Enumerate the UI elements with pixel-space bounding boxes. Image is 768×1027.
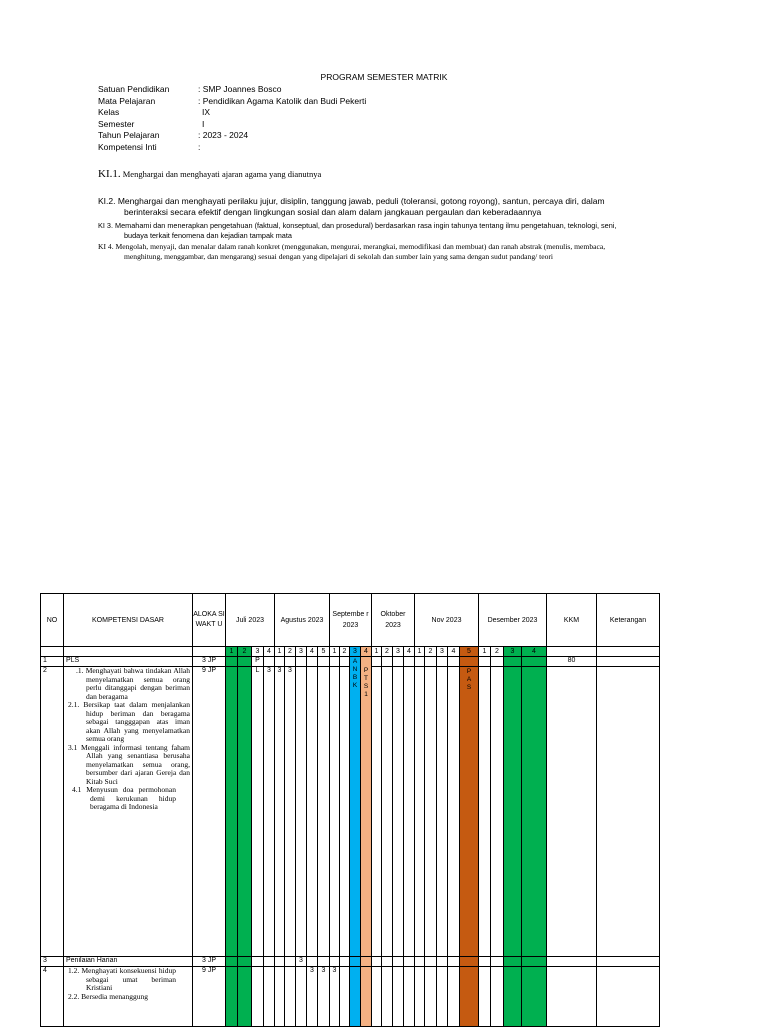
- week-cell: [415, 957, 425, 967]
- info-value: I: [202, 118, 205, 129]
- kkm-value: [547, 667, 597, 957]
- ki-4: [98, 242, 718, 262]
- week-mark: L: [252, 667, 264, 957]
- week-number: 3: [393, 647, 404, 657]
- week-cell: [460, 967, 479, 1027]
- week-cell: [425, 967, 437, 1027]
- week-cell: [393, 957, 404, 967]
- week-cell: [330, 957, 340, 967]
- alokasi-value: 3 JP: [193, 657, 226, 667]
- week-cell: [307, 957, 318, 967]
- week-cell: [340, 957, 350, 967]
- week-cell: [382, 667, 393, 957]
- week-number: 1: [275, 647, 285, 657]
- pas-mark: P A S: [460, 667, 479, 957]
- week-cell: [318, 657, 330, 667]
- kd-item: 2.1. Bersikap taat dalam menjalankan hidup beriman dan beragama sebagai tangggapan atas iman akan Allah yang menyelamatkan semua orang: [68, 700, 190, 743]
- kd-list: [64, 967, 193, 1027]
- week-number: 3: [504, 647, 522, 657]
- header-kkm: KKM: [547, 594, 597, 647]
- header-november: Nov 2023: [415, 594, 479, 647]
- week-number: 1: [330, 647, 340, 657]
- row-number: 4: [41, 967, 64, 1027]
- ki-2-continuation: berinteraksi secara efektif dengan lingkungan sosial dan alam dalam jangkauan pergaulan dan keberadaannya: [124, 207, 542, 217]
- week-cell: [285, 967, 296, 1027]
- header-no: NO: [41, 594, 64, 647]
- week-cell: [350, 957, 361, 967]
- week-number: 2: [425, 647, 437, 657]
- week-cell: [479, 967, 491, 1027]
- week-cell: [448, 967, 460, 1027]
- week-number: 3: [296, 647, 307, 657]
- week-cell: [361, 957, 372, 967]
- week-number: 2: [491, 647, 504, 657]
- kd-item: 2.2. Bersedia menanggung: [68, 991, 148, 1001]
- header-juli: Juli 2023: [226, 594, 275, 647]
- info-value: : 2023 - 2024: [198, 130, 249, 140]
- info-label: Kompetensi Inti: [98, 141, 157, 152]
- week-cell: [448, 657, 460, 667]
- header-desember: Desember 2023: [479, 594, 547, 647]
- week-cell: [264, 657, 275, 667]
- info-value: :: [198, 141, 201, 152]
- week-mark: 3: [264, 667, 275, 957]
- week-mark: 3: [330, 967, 340, 1027]
- info-label: Satuan Pendidikan: [98, 84, 170, 94]
- week-number: 4: [264, 647, 275, 657]
- row-number: 2: [41, 667, 64, 957]
- ki-3-line: KI 3. Memahami dan menerapkan pengetahuan (faktual, konseptual, dan prosedural) berdasarkan rasa ingin tahunya tentang ilmu pengetahuan, teknologi, seni,: [98, 221, 617, 230]
- week-cell: [350, 967, 361, 1027]
- kd-item: 4.1 Menyusun doa permohonan demi kerukunan hidup beragama di Indonesia: [72, 785, 176, 811]
- anbk-mark: A N B K: [350, 657, 361, 957]
- week-cell: [479, 667, 491, 957]
- week-mark: P: [252, 657, 264, 667]
- week-cell: [522, 957, 547, 967]
- keterangan-cell: [597, 657, 660, 667]
- week-cell: [264, 957, 275, 967]
- week-cell: [382, 957, 393, 967]
- week-number: 4: [448, 647, 460, 657]
- week-cell: [425, 657, 437, 667]
- kd-text: PLS: [64, 657, 193, 667]
- week-cell: [404, 957, 415, 967]
- week-cell: [318, 957, 330, 967]
- week-mark: 3: [318, 967, 330, 1027]
- week-cell: [285, 957, 296, 967]
- week-mark: 3: [307, 967, 318, 1027]
- week-cell: [460, 657, 479, 667]
- week-cell: [238, 657, 252, 667]
- week-cell: [275, 657, 285, 667]
- week-cell: [393, 667, 404, 957]
- table-row: [41, 657, 660, 667]
- week-number: 2: [340, 647, 350, 657]
- week-cell: [491, 657, 504, 667]
- document-title: PROGRAM SEMESTER MATRIK: [320, 72, 448, 82]
- week-cell: [479, 657, 491, 667]
- ki-3: [98, 221, 718, 241]
- week-number: 5: [460, 647, 479, 657]
- ki-4-line: KI 4. Mengolah, menyaji, dan menalar dalam ranah konkret (menggunakan, mengurai, merangkai, memodifikasi dan membuat) dan ranah abstrak (menulis, membaca,: [98, 242, 606, 251]
- info-value: : SMP Joannes Bosco: [198, 84, 282, 94]
- week-number: 2: [238, 647, 252, 657]
- kd-list: [64, 667, 193, 957]
- week-cell: [491, 667, 504, 957]
- kd-item: 1.2. Menghayati konsekuensi hidup sebagai umat beriman Kristiani: [68, 966, 176, 992]
- week-cell: [275, 967, 285, 1027]
- week-cell: [425, 957, 437, 967]
- week-number: 2: [382, 647, 393, 657]
- header-agustus: Agustus 2023: [275, 594, 330, 647]
- week-number: 1: [372, 647, 382, 657]
- week-number: 3: [350, 647, 361, 657]
- week-cell: [522, 667, 547, 957]
- empty-cell: [597, 647, 660, 657]
- keterangan-cell: [597, 667, 660, 957]
- header-alokasi-waktu: ALOKA SI WAKT U: [193, 594, 226, 647]
- week-cell: [238, 667, 252, 957]
- ki-2-line: KI.2. Menghargai dan menghayati perilaku jujur, disiplin, tanggung jawab, peduli (toleransi, gotong royong), santun, percaya diri, dalam: [98, 196, 605, 206]
- info-label: Semester: [98, 118, 135, 129]
- ki-1-text: Menghargai dan menghayati ajaran agama yang dianutnya: [122, 169, 322, 179]
- week-cell: [275, 957, 285, 967]
- header-september: Septembe r 2023: [330, 594, 372, 647]
- week-number: 2: [285, 647, 296, 657]
- week-mark: 3: [285, 667, 296, 957]
- week-mark: 3: [296, 957, 307, 967]
- week-cell: [504, 967, 522, 1027]
- week-cell: [393, 657, 404, 667]
- week-cell: [226, 657, 238, 667]
- week-cell: [330, 667, 340, 957]
- week-cell: [460, 957, 479, 967]
- week-cell: [252, 957, 264, 967]
- kd-text: Penilaian Harian: [64, 957, 193, 967]
- pts-mark: [361, 657, 372, 957]
- identity-block: [98, 84, 366, 153]
- week-cell: [296, 657, 307, 667]
- ki-1-code: KI.1.: [98, 168, 121, 180]
- ki-2: [98, 196, 718, 218]
- week-cell: [372, 667, 382, 957]
- week-number: 4: [404, 647, 415, 657]
- week-cell: [307, 657, 318, 667]
- week-cell: [372, 967, 382, 1027]
- week-cell: [238, 957, 252, 967]
- week-cell: [425, 667, 437, 957]
- info-label: Tahun Pelajaran: [98, 130, 160, 140]
- info-label: Mata Pelajaran: [98, 95, 156, 106]
- kkm-value: [547, 957, 597, 967]
- week-cell: [393, 967, 404, 1027]
- week-cell: [504, 657, 522, 667]
- week-cell: [504, 957, 522, 967]
- kkm-value: [547, 967, 597, 1027]
- header-oktober: Oktober 2023: [372, 594, 415, 647]
- week-number: 1: [479, 647, 491, 657]
- week-cell: [252, 967, 264, 1027]
- week-cell: [522, 967, 547, 1027]
- week-cell: [415, 967, 425, 1027]
- week-cell: [504, 667, 522, 957]
- week-cell: [382, 967, 393, 1027]
- week-cell: [238, 967, 252, 1027]
- week-cell: [404, 967, 415, 1027]
- week-cell: [415, 657, 425, 667]
- week-cell: [437, 957, 448, 967]
- pts-label: P T S 1: [363, 667, 369, 698]
- week-cell: [264, 967, 275, 1027]
- week-cell: [226, 957, 238, 967]
- week-cell: [491, 957, 504, 967]
- week-cell: [296, 967, 307, 1027]
- week-cell: [296, 667, 307, 957]
- ki-3-continuation: budaya terkait fenomena dan kejadian tampak mata: [124, 231, 292, 240]
- week-cell: [372, 957, 382, 967]
- week-number: 4: [307, 647, 318, 657]
- empty-cell: [64, 647, 193, 657]
- ki-4-continuation: menghitung, menggambar, dan mengarang) sesuai dengan yang dipelajari di sekolah dan sumber lain yang sama dengan sudut pandang/ teori: [124, 252, 554, 261]
- table-row: [41, 957, 660, 967]
- week-cell: [404, 657, 415, 667]
- header-kompetensi-dasar: KOMPETENSI DASAR: [64, 594, 193, 647]
- week-mark: 3: [275, 667, 285, 957]
- week-number: 4: [361, 647, 372, 657]
- week-cell: [437, 657, 448, 667]
- week-cell: [340, 967, 350, 1027]
- kd-item: 3.1 Menggali informasi tentang faham Allah yang senantiasa berusaha menyelamatkan semua orang, bersumber dari ajaran Gereja dan Kitab Suci: [68, 742, 190, 786]
- week-number: 5: [318, 647, 330, 657]
- week-number: 4: [522, 647, 547, 657]
- week-number: 1: [226, 647, 238, 657]
- alokasi-value: 9 JP: [193, 967, 226, 1027]
- kd-item: .1. Menghayati bahwa tindakan Allah menyelamatkan semua orang perlu ditanggapi dengan beriman dan beragama: [76, 666, 190, 701]
- week-cell: [437, 967, 448, 1027]
- header-keterangan: Keterangan: [597, 594, 660, 647]
- empty-cell: [547, 647, 597, 657]
- alokasi-value: 3 JP: [193, 957, 226, 967]
- row-number: 3: [41, 957, 64, 967]
- empty-cell: [41, 647, 64, 657]
- row-number: 1: [41, 657, 64, 667]
- week-cell: [522, 657, 547, 667]
- week-cell: [491, 967, 504, 1027]
- semester-matrix-table: [40, 593, 660, 1027]
- week-cell: [226, 667, 238, 957]
- week-number: 3: [437, 647, 448, 657]
- week-cell: [382, 657, 393, 667]
- kkm-value: 80: [547, 657, 597, 667]
- week-cell: [361, 967, 372, 1027]
- info-value: : Pendidikan Agama Katolik dan Budi Pekerti: [198, 95, 367, 106]
- ki-1: [98, 168, 321, 180]
- week-cell: [372, 657, 382, 667]
- alokasi-value: 9 JP: [193, 667, 226, 957]
- week-cell: [448, 957, 460, 967]
- week-number: 3: [252, 647, 264, 657]
- week-cell: [448, 667, 460, 957]
- week-cell: [226, 967, 238, 1027]
- empty-cell: [193, 647, 226, 657]
- week-cell: [307, 667, 318, 957]
- week-cell: [340, 657, 350, 667]
- week-cell: [330, 657, 340, 667]
- week-cell: [340, 667, 350, 957]
- week-cell: [415, 667, 425, 957]
- week-number: 1: [415, 647, 425, 657]
- week-cell: [479, 957, 491, 967]
- week-cell: [318, 667, 330, 957]
- table-row: [41, 967, 660, 1027]
- keterangan-cell: [597, 967, 660, 1027]
- week-cell: [404, 667, 415, 957]
- keterangan-cell: [597, 957, 660, 967]
- info-label: Kelas: [98, 107, 120, 117]
- week-cell: [285, 657, 296, 667]
- info-value: IX: [202, 107, 211, 117]
- week-cell: [437, 667, 448, 957]
